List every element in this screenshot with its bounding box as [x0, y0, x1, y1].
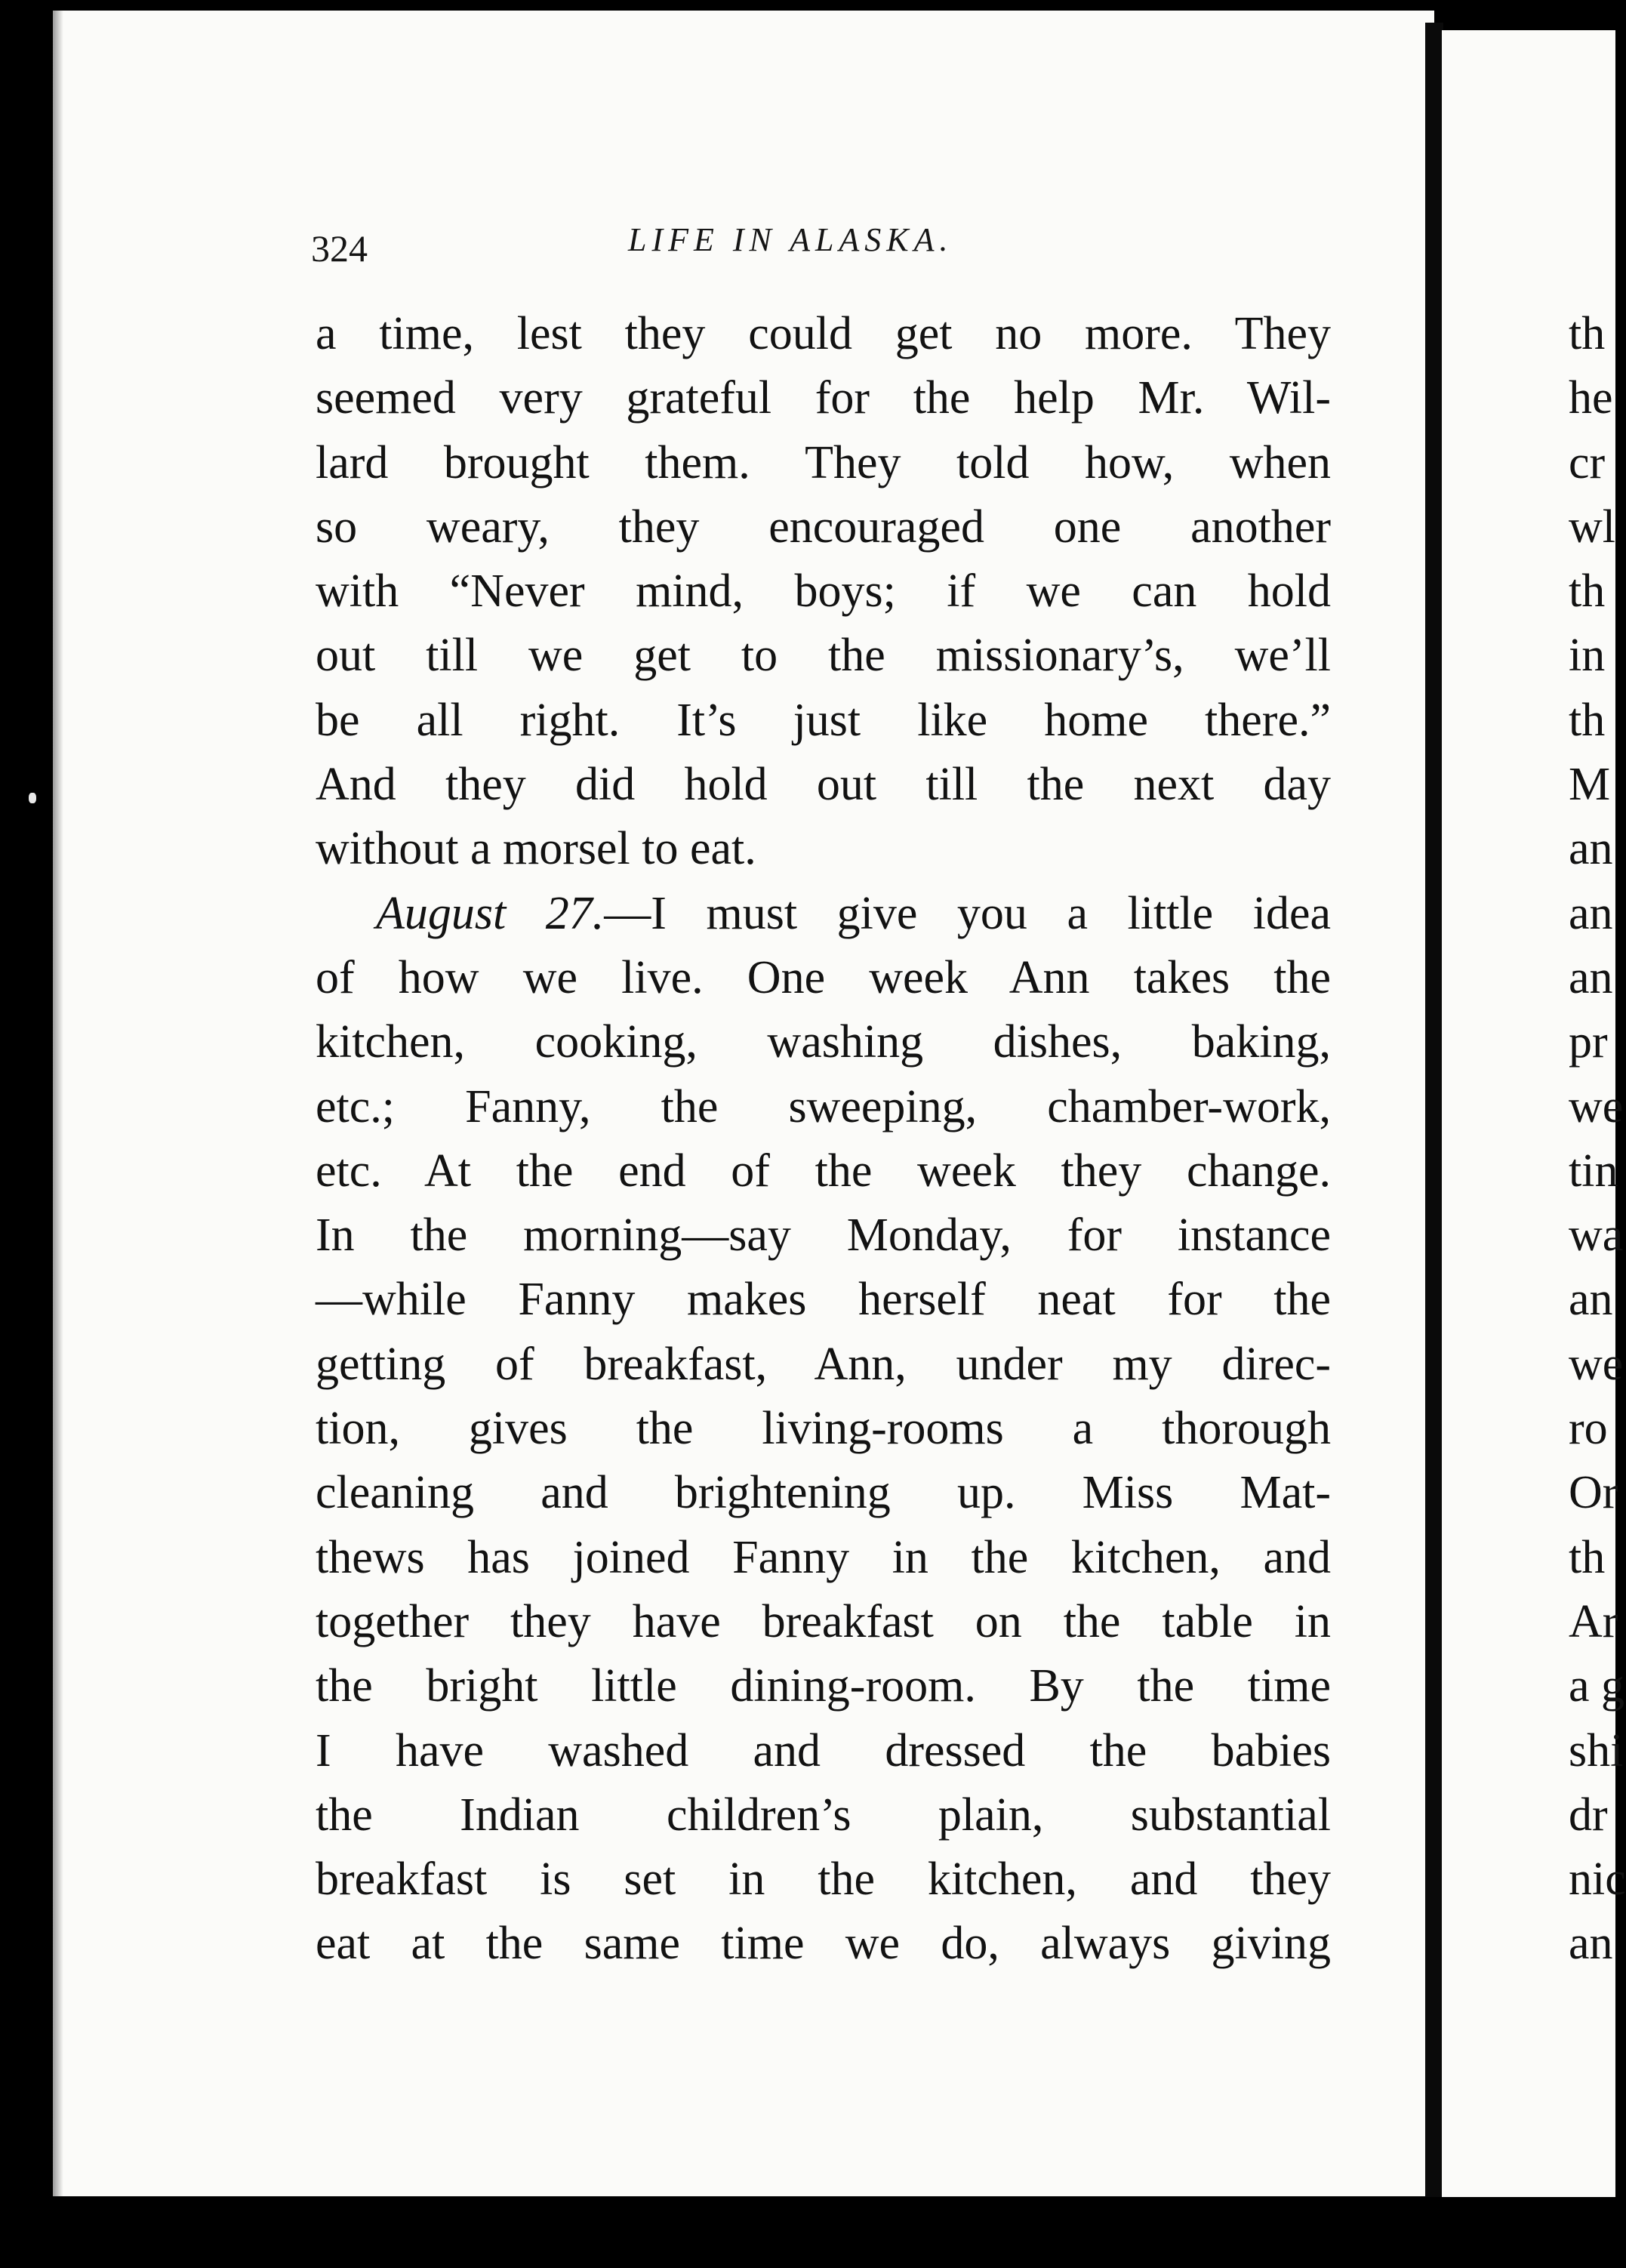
facing-line-fragment: an	[1569, 951, 1613, 1003]
text-line	[316, 882, 1331, 946]
text-line: cleaning and brightening up. Miss Mat-	[316, 1467, 1331, 1519]
body-text	[316, 302, 1331, 1977]
text-line: getting of breakfast, Ann, under my direc-	[316, 1338, 1331, 1390]
facing-line-fragment: wa	[1569, 1209, 1624, 1262]
facing-line-fragment: Ar	[1569, 1595, 1618, 1647]
facing-line-fragment: th	[1569, 694, 1606, 746]
text-line: etc. At the end of the week they change.	[316, 1145, 1331, 1197]
facing-line-fragment: we	[1569, 1080, 1624, 1132]
facing-line-fragment: cr	[1569, 436, 1606, 488]
facing-line-fragment: wl	[1569, 501, 1615, 553]
facing-line-fragment: an	[1569, 1274, 1613, 1326]
text-line: seemed very grateful for the help Mr. Wil-	[316, 372, 1331, 424]
entry-date: August 27.	[376, 887, 605, 939]
page-number: 324	[311, 227, 368, 270]
facing-line-fragment: pr	[1569, 1016, 1608, 1068]
text-line: the Indian children’s plain, substantial	[316, 1789, 1331, 1841]
paragraph-2	[316, 882, 1331, 1977]
text-line: tion, gives the living-rooms a thorough	[316, 1403, 1331, 1455]
facing-line-fragment: th	[1569, 565, 1606, 618]
text-line: eat at the same time we do, always giving	[316, 1918, 1331, 1970]
facing-line-fragment: th	[1569, 308, 1606, 359]
text-line: thews has joined Fanny in the kitchen, and	[316, 1531, 1331, 1583]
paragraph-1	[316, 302, 1331, 882]
text-line: so weary, they encouraged one another	[316, 501, 1331, 553]
facing-line-fragment: dr	[1569, 1789, 1608, 1841]
text-line: with “Never mind, boys; if we can hold	[316, 565, 1331, 618]
facing-line-fragment: he	[1569, 372, 1613, 424]
facing-line-fragment: an	[1569, 887, 1613, 939]
text-line: be all right. It’s just like home there.”	[316, 694, 1331, 746]
text-line: the bright little dining-room. By the time	[316, 1660, 1331, 1712]
facing-line-fragment: nic	[1569, 1854, 1626, 1906]
text-line: of how we live. One week Ann takes the	[316, 951, 1331, 1003]
facing-page-text	[1569, 302, 1626, 1977]
facing-line-fragment: tin	[1569, 1145, 1618, 1197]
facing-line-fragment: Or	[1569, 1467, 1618, 1519]
text-line: etc.; Fanny, the sweeping, chamber-work,	[316, 1080, 1331, 1132]
text-line: out till we get to the missionary’s, we’ll	[316, 630, 1331, 682]
facing-line-fragment: an	[1569, 823, 1613, 875]
facing-line-fragment: in	[1569, 630, 1606, 682]
page-edge-shadow	[53, 11, 63, 2196]
text-line: breakfast is set in the kitchen, and they	[316, 1854, 1331, 1906]
text-line: —while Fanny makes herself neat for the	[316, 1274, 1331, 1326]
facing-line-fragment: a g	[1569, 1660, 1625, 1712]
text-span: —I must give you a little idea	[604, 887, 1331, 939]
text-line: without a morsel to eat.	[316, 823, 756, 875]
facing-line-fragment: ro	[1569, 1403, 1608, 1455]
paper-speck	[29, 793, 36, 803]
facing-line-fragment: th	[1569, 1531, 1606, 1583]
facing-line-fragment: an	[1569, 1918, 1613, 1970]
text-line: a time, lest they could get no more. They	[316, 308, 1331, 359]
facing-line-fragment: we	[1569, 1338, 1624, 1390]
text-line: In the morning—say Monday, for instance	[316, 1209, 1331, 1262]
text-line: And they did hold out till the next day	[316, 759, 1331, 811]
facing-line-fragment: shi	[1569, 1724, 1624, 1776]
facing-line-fragment: M	[1569, 759, 1611, 811]
running-header	[311, 214, 1315, 275]
text-line: together they have breakfast on the table in	[316, 1595, 1331, 1647]
running-title: LIFE IN ALASKA.	[628, 221, 953, 258]
text-line: kitchen, cooking, washing dishes, baking,	[316, 1016, 1331, 1068]
text-line: lard brought them. They told how, when	[316, 436, 1331, 488]
book-gutter	[1425, 23, 1443, 2197]
text-line: I have washed and dressed the babies	[316, 1724, 1331, 1776]
